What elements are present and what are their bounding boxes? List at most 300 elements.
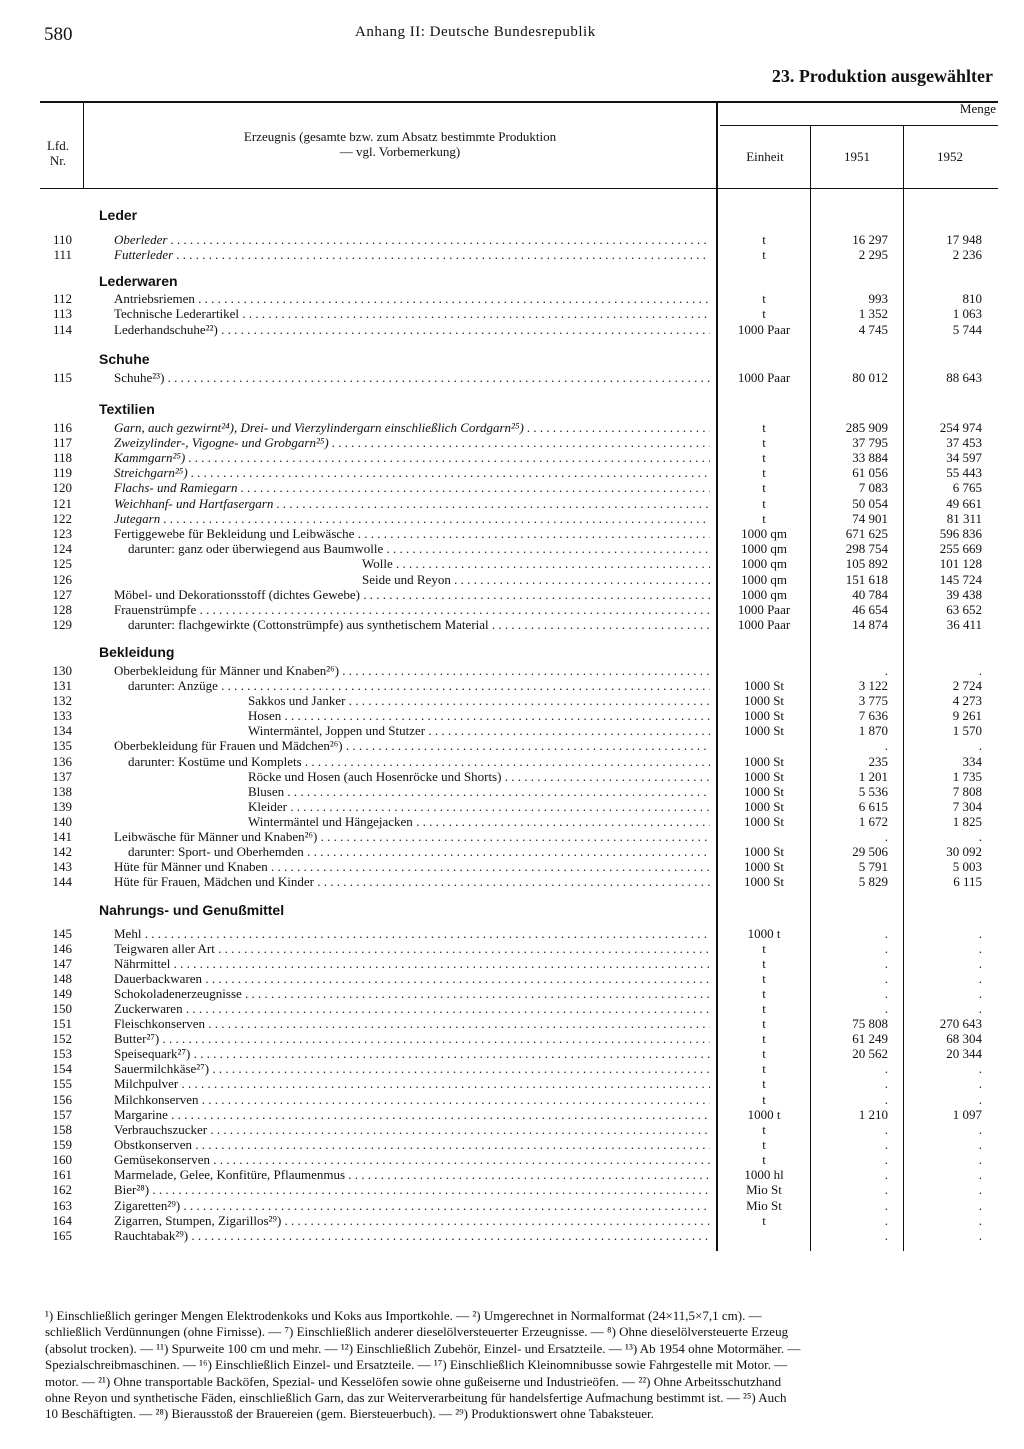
- value-1952: .: [978, 971, 982, 986]
- row-label: Hüte für Frauen, Mädchen und Kinder . . .: [114, 874, 710, 889]
- row-label: Blusen . . .: [248, 784, 710, 799]
- value-1952: .: [978, 1122, 982, 1137]
- footnote-line: schließlich Verdünnungen (ohne Firnisse). — ⁷) Einschließlich anderer dieselölversteuerter Erzeugnisse. — ⁸) Ohne dieselölversteuerte Erzeug: [45, 1324, 789, 1340]
- value-1952: .: [978, 1228, 982, 1243]
- table-row: [0, 738, 1024, 753]
- header-year-1951: 1951: [844, 149, 870, 164]
- table-row: [0, 1076, 1024, 1091]
- row-unit: 1000 St: [743, 874, 785, 889]
- row-label: Seide und Reyon . . .: [362, 572, 710, 587]
- row-label: Zigarren, Stumpen, Zigarillos²⁹) . . .: [114, 1213, 710, 1228]
- table-row: [0, 971, 1024, 986]
- row-number: 118: [52, 450, 72, 465]
- table-row: [0, 1107, 1024, 1122]
- row-number: 156: [52, 1092, 72, 1107]
- row-unit: 1000 St: [743, 814, 785, 829]
- value-1952: .: [978, 941, 982, 956]
- row-number: 129: [52, 617, 72, 632]
- value-1951: 20 562: [852, 1046, 888, 1061]
- table-row: [0, 941, 1024, 956]
- row-unit: 1000 St: [743, 678, 785, 693]
- value-1952: 30 092: [946, 844, 982, 859]
- row-label: Schuhe²³) . . .: [114, 370, 710, 385]
- row-unit: t: [762, 420, 766, 435]
- row-number: 158: [52, 1122, 72, 1137]
- row-number: 139: [52, 799, 72, 814]
- table-row: [0, 708, 1024, 723]
- table-row: [0, 496, 1024, 511]
- value-1952: 20 344: [946, 1046, 982, 1061]
- row-label: Oberbekleidung für Frauen und Mädchen²⁶) . . .: [114, 738, 710, 753]
- value-1951: 993: [868, 291, 888, 306]
- value-1952: 7 808: [952, 784, 982, 799]
- table-row: [0, 1167, 1024, 1182]
- value-1951: 61 056: [852, 465, 888, 480]
- row-label: Kammgarn²⁵) . . .: [114, 450, 710, 465]
- value-1952: .: [978, 1001, 982, 1016]
- row-label: Sakkos und Janker . . .: [248, 693, 710, 708]
- row-unit: 1000 qm: [741, 572, 787, 587]
- value-1952: .: [978, 829, 982, 844]
- footnote-line: 10 Beschäftigten. — ²⁸) Bierausstoß der Brauereien (gem. Biersteuerbuch). — ²⁹) Produktionswert ohne Tabaksteuer.: [45, 1406, 654, 1422]
- row-number: 148: [52, 971, 72, 986]
- table-row: [0, 1016, 1024, 1031]
- row-number: 122: [52, 511, 72, 526]
- section-heading: Lederwaren: [99, 273, 178, 289]
- row-unit: t: [762, 465, 766, 480]
- value-1951: 5 829: [858, 874, 888, 889]
- row-number: 154: [52, 1061, 72, 1076]
- row-unit: 1000 Paar: [737, 322, 791, 337]
- value-1951: .: [884, 1076, 888, 1091]
- value-1952: 36 411: [946, 617, 982, 632]
- value-1951: 235: [868, 754, 888, 769]
- row-label: Hüte für Männer und Knaben . . .: [114, 859, 710, 874]
- table-row: [0, 693, 1024, 708]
- table-row: [0, 465, 1024, 480]
- value-1952: .: [978, 1182, 982, 1197]
- value-1951: 285 909: [845, 420, 888, 435]
- row-label: Futterleder . . .: [114, 247, 710, 262]
- row-label: darunter: flachgewirkte (Cottonstrümpfe) aus synthetischem Material . . .: [128, 617, 710, 632]
- table-row: [0, 1122, 1024, 1137]
- row-unit: 1000 t: [747, 926, 781, 941]
- footnote-line: Spezialschreibmaschinen. — ¹⁶) Einschließlich Einzel- und Ersatzteile. — ¹⁷) Einschließlich Kleinomnibusse sowie Fahrgestelle mit Motor. —: [45, 1357, 788, 1373]
- row-number: 149: [52, 986, 72, 1001]
- value-1952: .: [978, 1152, 982, 1167]
- row-label: Kleider . . .: [248, 799, 710, 814]
- row-unit: t: [762, 511, 766, 526]
- row-label: Bier²⁸) . . .: [114, 1182, 710, 1197]
- row-label: Wolle . . .: [362, 556, 710, 571]
- row-number: 150: [52, 1001, 72, 1016]
- row-number: 116: [52, 420, 72, 435]
- running-head: Anhang II: Deutsche Bundesrepublik: [355, 24, 596, 40]
- value-1952: 63 652: [946, 602, 982, 617]
- table-row: [0, 617, 1024, 632]
- table-row: [0, 1198, 1024, 1213]
- value-1951: .: [884, 1228, 888, 1243]
- row-label: darunter: ganz oder überwiegend aus Baumwolle . . .: [128, 541, 710, 556]
- table-row: [0, 526, 1024, 541]
- row-label: Streichgarn²⁵) . . .: [114, 465, 710, 480]
- row-number: 157: [52, 1107, 72, 1122]
- value-1951: 46 654: [852, 602, 888, 617]
- header-year-1952: 1952: [937, 149, 963, 164]
- row-label: Röcke und Hosen (auch Hosenröcke und Shorts) . . .: [248, 769, 710, 784]
- page-number: 580: [44, 24, 73, 45]
- row-unit: t: [762, 1213, 766, 1228]
- value-1952: .: [978, 1061, 982, 1076]
- value-1952: .: [978, 1198, 982, 1213]
- header-erzeugnis: Erzeugnis (gesamte bzw. zum Absatz bestimmte Produktion — vgl. Vorbemerkung): [243, 129, 557, 159]
- value-1951: 40 784: [852, 587, 888, 602]
- value-1952: 1 570: [952, 723, 982, 738]
- value-1951: 37 795: [852, 435, 888, 450]
- row-label: Hosen . . .: [248, 708, 710, 723]
- row-number: 117: [52, 435, 72, 450]
- row-label: Milchpulver . . .: [114, 1076, 710, 1091]
- row-unit: t: [762, 1122, 766, 1137]
- value-1952: 9 261: [952, 708, 982, 723]
- table-row: [0, 602, 1024, 617]
- value-1951: 29 506: [852, 844, 888, 859]
- row-number: 113: [52, 306, 72, 321]
- row-unit: 1000 Paar: [737, 617, 791, 632]
- table-row: [0, 1137, 1024, 1152]
- value-1952: .: [978, 1167, 982, 1182]
- row-label: darunter: Anzüge . . .: [128, 678, 710, 693]
- value-1951: .: [884, 1001, 888, 1016]
- value-1951: 7 636: [858, 708, 888, 723]
- row-number: 147: [52, 956, 72, 971]
- row-label: Fertiggewebe für Bekleidung und Leibwäsche . . .: [114, 526, 710, 541]
- table-row: [0, 1228, 1024, 1243]
- value-1952: .: [978, 926, 982, 941]
- value-1952: .: [978, 1076, 982, 1091]
- row-unit: t: [762, 480, 766, 495]
- row-unit: t: [762, 496, 766, 511]
- row-number: 120: [52, 480, 72, 495]
- row-label: Antriebsriemen . . .: [114, 291, 710, 306]
- row-label: Rauchtabak²⁹) . . .: [114, 1228, 710, 1243]
- value-1951: 16 297: [852, 232, 888, 247]
- row-unit: Mio St: [746, 1198, 782, 1213]
- row-number: 137: [52, 769, 72, 784]
- value-1952: 49 661: [946, 496, 982, 511]
- value-1951: 151 618: [845, 572, 888, 587]
- row-label: Lederhandschuhe²²) . . .: [114, 322, 710, 337]
- section-heading: Bekleidung: [99, 644, 175, 660]
- value-1951: .: [884, 829, 888, 844]
- section-heading: Schuhe: [99, 351, 150, 367]
- table-row: [0, 232, 1024, 247]
- table-row: [0, 663, 1024, 678]
- value-1952: 5 003: [952, 859, 982, 874]
- table-row: [0, 1001, 1024, 1016]
- value-1951: .: [884, 926, 888, 941]
- row-number: 140: [52, 814, 72, 829]
- value-1952: 2 724: [952, 678, 982, 693]
- table-row: [0, 247, 1024, 262]
- row-unit: t: [762, 1016, 766, 1031]
- row-number: 127: [52, 587, 72, 602]
- row-number: 128: [52, 602, 72, 617]
- row-label: Dauerbackwaren . . .: [114, 971, 710, 986]
- row-number: 160: [52, 1152, 72, 1167]
- value-1952: .: [978, 956, 982, 971]
- value-1951: 3 775: [858, 693, 888, 708]
- value-1952: 334: [962, 754, 982, 769]
- footnote-line: ohne Reyon und synthetische Fäden, einschließlich Garn, das zur Weiterverarbeitung für handelsfertige Aufmachung bestimmt ist. — ²⁵) Auch: [45, 1390, 787, 1406]
- row-unit: t: [762, 1031, 766, 1046]
- value-1951: 1 201: [858, 769, 888, 784]
- row-number: 114: [52, 322, 72, 337]
- row-unit: 1000 St: [743, 859, 785, 874]
- row-label: Obstkonserven . . .: [114, 1137, 710, 1152]
- row-number: 136: [52, 754, 72, 769]
- value-1951: 298 754: [845, 541, 888, 556]
- row-number: 165: [52, 1228, 72, 1243]
- value-1952: .: [978, 663, 982, 678]
- value-1951: .: [884, 971, 888, 986]
- row-label: Fleischkonserven . . .: [114, 1016, 710, 1031]
- header-menge: Menge: [959, 101, 996, 116]
- value-1952: .: [978, 738, 982, 753]
- section-heading: Textilien: [99, 401, 155, 417]
- value-1951: .: [884, 986, 888, 1001]
- row-number: 155: [52, 1076, 72, 1091]
- row-label: Speisequark²⁷) . . .: [114, 1046, 710, 1061]
- row-unit: 1000 hl: [744, 1167, 784, 1182]
- row-unit: t: [762, 1092, 766, 1107]
- row-label: Zigaretten²⁹) . . .: [114, 1198, 710, 1213]
- row-unit: 1000 St: [743, 754, 785, 769]
- row-number: 164: [52, 1213, 72, 1228]
- value-1952: 55 443: [946, 465, 982, 480]
- row-unit: 1000 Paar: [737, 370, 791, 385]
- row-label: Oberbekleidung für Männer und Knaben²⁶) . . .: [114, 663, 710, 678]
- value-1952: 17 948: [946, 232, 982, 247]
- row-unit: t: [762, 1061, 766, 1076]
- table-row: [0, 587, 1024, 602]
- row-unit: t: [762, 435, 766, 450]
- row-number: 121: [52, 496, 72, 511]
- table-row: [0, 511, 1024, 526]
- table-row: [0, 1061, 1024, 1076]
- table-row: [0, 829, 1024, 844]
- value-1952: 1 097: [952, 1107, 982, 1122]
- row-number: 115: [52, 370, 72, 385]
- table-row: [0, 926, 1024, 941]
- value-1951: .: [884, 1182, 888, 1197]
- row-label: Butter²⁷) . . .: [114, 1031, 710, 1046]
- table-row: [0, 435, 1024, 450]
- value-1951: .: [884, 1152, 888, 1167]
- row-label: Zweizylinder-, Vigogne- und Grobgarn²⁵) . . .: [114, 435, 710, 450]
- table-row: [0, 874, 1024, 889]
- row-label: Möbel- und Dekorationsstoff (dichtes Gewebe) . . .: [114, 587, 710, 602]
- row-number: 138: [52, 784, 72, 799]
- row-label: Wintermäntel und Hängejacken . . .: [248, 814, 710, 829]
- row-number: 135: [52, 738, 72, 753]
- table-row: [0, 1152, 1024, 1167]
- table-row: [0, 1182, 1024, 1197]
- row-unit: 1000 St: [743, 844, 785, 859]
- row-unit: 1000 t: [747, 1107, 781, 1122]
- row-label: Oberleder . . .: [114, 232, 710, 247]
- row-label: Nährmittel . . .: [114, 956, 710, 971]
- row-number: 132: [52, 693, 72, 708]
- row-label: Weichhanf- und Hartfasergarn . . .: [114, 496, 710, 511]
- value-1952: 81 311: [946, 511, 982, 526]
- value-1951: 61 249: [852, 1031, 888, 1046]
- value-1952: 270 643: [939, 1016, 982, 1031]
- value-1952: 68 304: [946, 1031, 982, 1046]
- value-1951: 1 870: [858, 723, 888, 738]
- value-1952: 810: [962, 291, 982, 306]
- value-1952: 145 724: [939, 572, 982, 587]
- row-number: 146: [52, 941, 72, 956]
- value-1952: .: [978, 1092, 982, 1107]
- value-1951: .: [884, 1092, 888, 1107]
- row-number: 162: [52, 1182, 72, 1197]
- table-row: [0, 784, 1024, 799]
- value-1951: 50 054: [852, 496, 888, 511]
- value-1951: 1 210: [858, 1107, 888, 1122]
- value-1951: .: [884, 956, 888, 971]
- table-row: [0, 541, 1024, 556]
- row-label: Margarine . . .: [114, 1107, 710, 1122]
- value-1952: 88 643: [946, 370, 982, 385]
- footnote-line: motor. — ²¹) Ohne transportable Backöfen, Spezial- und Kesselöfen sowie ohne gußeiserne und Industrieöfen. — ²²) Ohne Arbeitsschutzhand: [45, 1373, 782, 1389]
- value-1951: 1 352: [858, 306, 888, 321]
- row-label: Sauermilchkäse²⁷) . . .: [114, 1061, 710, 1076]
- value-1951: 2 295: [858, 247, 888, 262]
- value-1951: 671 625: [845, 526, 888, 541]
- row-label: Teigwaren aller Art . . .: [114, 941, 710, 956]
- value-1951: 74 901: [852, 511, 888, 526]
- row-number: 125: [52, 556, 72, 571]
- table-row: [0, 1031, 1024, 1046]
- value-1951: .: [884, 1137, 888, 1152]
- row-number: 134: [52, 723, 72, 738]
- table-row: [0, 754, 1024, 769]
- table-row: [0, 859, 1024, 874]
- row-unit: t: [762, 1076, 766, 1091]
- row-label: Leibwäsche für Männer und Knaben²⁶) . . .: [114, 829, 710, 844]
- row-number: 144: [52, 874, 72, 889]
- row-number: 110: [52, 232, 72, 247]
- row-unit: t: [762, 941, 766, 956]
- row-number: 111: [53, 247, 72, 262]
- value-1951: 4 745: [858, 322, 888, 337]
- value-1952: 101 128: [939, 556, 982, 571]
- value-1951: .: [884, 1198, 888, 1213]
- table-row: [0, 844, 1024, 859]
- table-row: [0, 572, 1024, 587]
- row-number: 133: [52, 708, 72, 723]
- value-1951: 1 672: [858, 814, 888, 829]
- value-1951: .: [884, 941, 888, 956]
- row-label: darunter: Sport- und Oberhemden . . .: [128, 844, 710, 859]
- row-unit: t: [762, 232, 766, 247]
- row-unit: t: [762, 1137, 766, 1152]
- row-label: Milchkonserven . . .: [114, 1092, 710, 1107]
- row-unit: Mio St: [746, 1182, 782, 1197]
- row-label: Wintermäntel, Joppen und Stutzer . . .: [248, 723, 710, 738]
- row-unit: 1000 St: [743, 723, 785, 738]
- table-row: [0, 370, 1024, 385]
- row-unit: 1000 qm: [741, 556, 787, 571]
- row-unit: t: [762, 1152, 766, 1167]
- value-1952: 4 273: [952, 693, 982, 708]
- value-1951: 6 615: [858, 799, 888, 814]
- value-1952: 6 765: [952, 480, 982, 495]
- row-number: 161: [52, 1167, 72, 1182]
- value-1951: .: [884, 1122, 888, 1137]
- row-label: Zuckerwaren . . .: [114, 1001, 710, 1016]
- value-1952: 2 236: [952, 247, 982, 262]
- row-unit: t: [762, 1046, 766, 1061]
- row-number: 123: [52, 526, 72, 541]
- table-row: [0, 306, 1024, 321]
- row-label: Jutegarn . . .: [114, 511, 710, 526]
- row-unit: t: [762, 956, 766, 971]
- table-row: [0, 678, 1024, 693]
- row-label: Gemüsekonserven . . .: [114, 1152, 710, 1167]
- row-label: Marmelade, Gelee, Konfitüre, Pflaumenmus . . .: [114, 1167, 710, 1182]
- row-unit: 1000 qm: [741, 541, 787, 556]
- value-1951: .: [884, 1167, 888, 1182]
- row-unit: t: [762, 247, 766, 262]
- row-unit: 1000 qm: [741, 526, 787, 541]
- value-1951: 14 874: [852, 617, 888, 632]
- row-unit: 1000 qm: [741, 587, 787, 602]
- row-unit: 1000 Paar: [737, 602, 791, 617]
- row-label: Verbrauchszucker . . .: [114, 1122, 710, 1137]
- table-row: [0, 723, 1024, 738]
- value-1951: .: [884, 663, 888, 678]
- header-einheit: Einheit: [746, 149, 784, 164]
- section-heading: Nahrungs- und Genußmittel: [99, 902, 285, 918]
- row-number: 159: [52, 1137, 72, 1152]
- value-1951: 80 012: [852, 370, 888, 385]
- value-1952: 37 453: [946, 435, 982, 450]
- row-label: Schokoladenerzeugnisse . . .: [114, 986, 710, 1001]
- table-row: [0, 956, 1024, 971]
- value-1952: 39 438: [946, 587, 982, 602]
- section-heading: Leder: [99, 207, 138, 223]
- header-lfd-nr: Lfd. Nr.: [46, 138, 70, 168]
- value-1951: .: [884, 1213, 888, 1228]
- value-1952: 1 735: [952, 769, 982, 784]
- row-number: 153: [52, 1046, 72, 1061]
- table-row: [0, 1046, 1024, 1061]
- value-1951: 105 892: [845, 556, 888, 571]
- row-number: 130: [52, 663, 72, 678]
- row-label: Garn, auch gezwirnt²⁴), Drei- und Vierzylindergarn einschließlich Cordgarn²⁵) . . .: [114, 420, 710, 435]
- value-1952: 34 597: [946, 450, 982, 465]
- table-row: [0, 420, 1024, 435]
- value-1951: .: [884, 1061, 888, 1076]
- value-1952: 1 063: [952, 306, 982, 321]
- value-1951: 33 884: [852, 450, 888, 465]
- value-1952: .: [978, 1213, 982, 1228]
- row-unit: t: [762, 306, 766, 321]
- table-row: [0, 1213, 1024, 1228]
- value-1952: 1 825: [952, 814, 982, 829]
